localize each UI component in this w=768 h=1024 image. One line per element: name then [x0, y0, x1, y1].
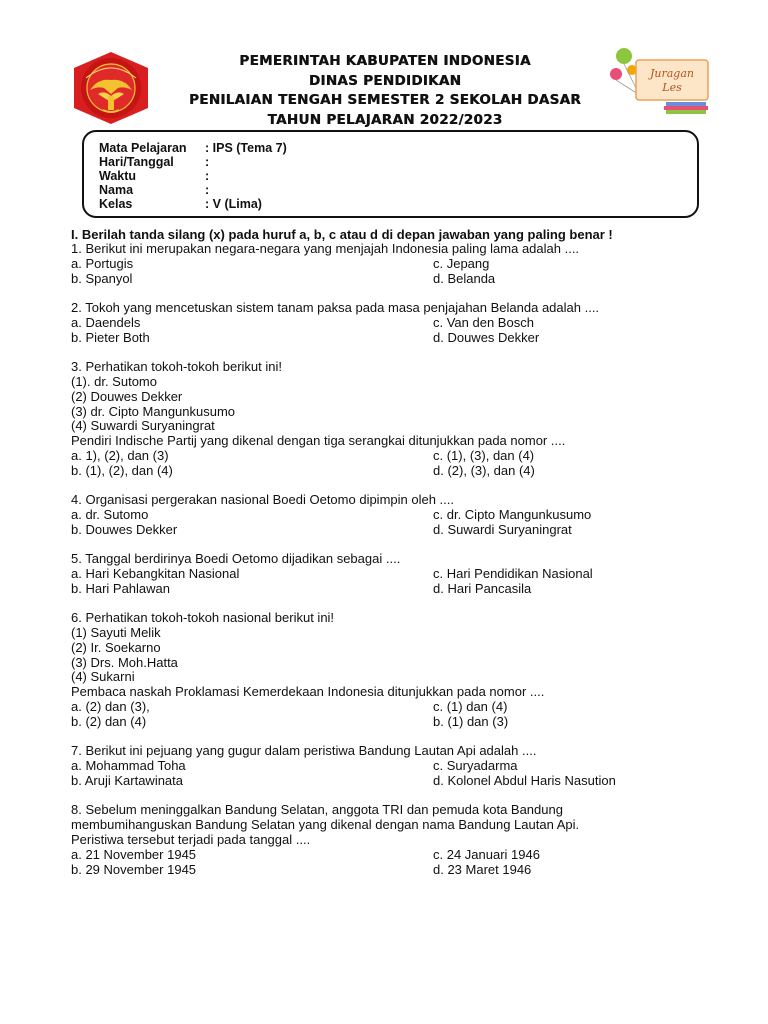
- question-3-text: 3. Perhatikan tokoh-tokoh berikut ini!: [71, 359, 283, 374]
- question-7-text: 7. Berikut ini pejuang yang gugur dalam peristiwa Bandung Lautan Api adalah ....: [71, 743, 537, 758]
- question-3-item: (2) Douwes Dekker: [71, 389, 183, 404]
- tut-wuri-handayani-logo: [68, 50, 154, 126]
- question-3-item: (1). dr. Sutomo: [71, 374, 157, 389]
- question-5-option-a: a. Hari Kebangkitan Nasional: [71, 566, 240, 581]
- question-3-option-b: b. (1), (2), dan (4): [71, 463, 173, 478]
- instruction-text: I. Berilah tanda silang (x) pada huruf a, b, c atau d di depan jawaban yang paling benar !: [71, 227, 613, 242]
- header-government: PEMERINTAH KABUPATEN INDONESIA: [239, 53, 531, 69]
- question-6-item: (4) Sukarni: [71, 669, 135, 684]
- identity-row-name: [99, 183, 209, 197]
- question-4-option-b: b. Douwes Dekker: [71, 522, 178, 537]
- header-exam-title: PENILAIAN TENGAH SEMESTER 2 SEKOLAH DASAR: [188, 92, 581, 108]
- question-3-prompt: Pendiri Indische Partij yang dikenal dengan tiga serangkai ditunjukkan pada nomor ....: [71, 433, 566, 448]
- question-1-option-d: d. Belanda: [433, 271, 496, 286]
- identity-row-class: [99, 197, 262, 211]
- student-identity-box: [82, 130, 699, 218]
- question-6-item: (3) Drs. Moh.Hatta: [71, 655, 178, 670]
- question-3-item: (4) Suwardi Suryaningrat: [71, 418, 215, 433]
- identity-label: Kelas: [99, 197, 133, 211]
- juragan-les-logo: [608, 46, 712, 116]
- question-3-item: (3) dr. Cipto Mangunkusumo: [71, 404, 236, 419]
- identity-value: :: [205, 169, 210, 183]
- question-1-option-b: b. Spanyol: [71, 271, 133, 286]
- question-7-option-d: d. Kolonel Abdul Haris Nasution: [433, 773, 616, 788]
- question-6-option-c: c. (1) dan (4): [433, 699, 508, 714]
- identity-value: :: [205, 155, 210, 169]
- question-6-item: (2) Ir. Soekarno: [71, 640, 161, 655]
- question-1-text: 1. Berikut ini merupakan negara-negara yang menjajah Indonesia paling lama adalah ....: [71, 241, 580, 256]
- identity-row-date: [99, 155, 209, 169]
- identity-row-subject: [99, 141, 287, 155]
- question-8-option-a: a. 21 November 1945: [71, 847, 197, 862]
- question-4-option-c: c. dr. Cipto Mangunkusumo: [433, 507, 592, 522]
- identity-label: Hari/Tanggal: [99, 155, 174, 169]
- identity-label: Nama: [99, 183, 134, 197]
- identity-value: : IPS (Tema 7): [205, 141, 287, 155]
- question-3-option-a: a. 1), (2), dan (3): [71, 448, 169, 463]
- header-school-year: TAHUN PELAJARAN 2022/2023: [267, 111, 503, 128]
- question-6-text: 6. Perhatikan tokoh-tokoh nasional berikut ini!: [71, 610, 335, 625]
- identity-row-time: [99, 169, 209, 183]
- header-department: DINAS PENDIDIKAN: [308, 72, 462, 89]
- question-3-option-d: d. (2), (3), dan (4): [433, 463, 535, 478]
- question-2-option-c: c. Van den Bosch: [433, 315, 534, 330]
- identity-value: :: [205, 183, 210, 197]
- question-8-text-continued: membumihanguskan Bandung Selatan yang dikenal dengan nama Bandung Lautan Api.: [71, 817, 580, 832]
- identity-value: : V (Lima): [205, 197, 262, 211]
- question-8-prompt: Peristiwa tersebut terjadi pada tanggal ....: [71, 832, 311, 847]
- question-8-option-d: d. 23 Maret 1946: [433, 862, 532, 877]
- document-header: [150, 52, 620, 130]
- question-6-option-b: b. (2) dan (4): [71, 714, 147, 729]
- question-2-option-a: a. Daendels: [71, 315, 141, 330]
- question-3-option-c: c. (1), (3), dan (4): [433, 448, 535, 463]
- logo-right-line1: Juragan: [650, 67, 694, 80]
- question-6-option-a: a. (2) dan (3),: [71, 699, 150, 714]
- question-8-option-c: c. 24 Januari 1946: [433, 847, 540, 862]
- question-5-option-c: c. Hari Pendidikan Nasional: [433, 566, 593, 581]
- identity-label: Waktu: [99, 169, 137, 183]
- question-5-text: 5. Tanggal berdirinya Boedi Oetomo dijadikan sebagai ....: [71, 551, 401, 566]
- question-4-option-d: d. Suwardi Suryaningrat: [433, 522, 572, 537]
- question-7-option-b: b. Aruji Kartawinata: [71, 773, 184, 788]
- question-6-option-d: b. (1) dan (3): [433, 714, 509, 729]
- question-2-option-d: d. Douwes Dekker: [433, 330, 540, 345]
- question-4-option-a: a. dr. Sutomo: [71, 507, 149, 522]
- question-6-prompt: Pembaca naskah Proklamasi Kemerdekaan Indonesia ditunjukkan pada nomor ....: [71, 684, 545, 699]
- question-8-text: 8. Sebelum meninggalkan Bandung Selatan, anggota TRI dan pemuda kota Bandung: [71, 802, 563, 817]
- question-2-option-b: b. Pieter Both: [71, 330, 150, 345]
- question-2-text: 2. Tokoh yang mencetuskan sistem tanam paksa pada masa penjajahan Belanda adalah ....: [71, 300, 600, 315]
- question-5-option-b: b. Hari Pahlawan: [71, 581, 170, 596]
- identity-label: Mata Pelajaran: [99, 141, 187, 155]
- question-7-option-a: a. Mohammad Toha: [71, 758, 186, 773]
- question-4-text: 4. Organisasi pergerakan nasional Boedi Oetomo dipimpin oleh ....: [71, 492, 454, 507]
- question-7-option-c: c. Suryadarma: [433, 758, 518, 773]
- question-1-option-c: c. Jepang: [433, 256, 490, 271]
- question-8-option-b: b. 29 November 1945: [71, 862, 197, 877]
- question-1-option-a: a. Portugis: [71, 256, 134, 271]
- question-6-item: (1) Sayuti Melik: [71, 625, 161, 640]
- logo-right-line2: Les: [662, 81, 682, 94]
- question-5-option-d: d. Hari Pancasila: [433, 581, 532, 596]
